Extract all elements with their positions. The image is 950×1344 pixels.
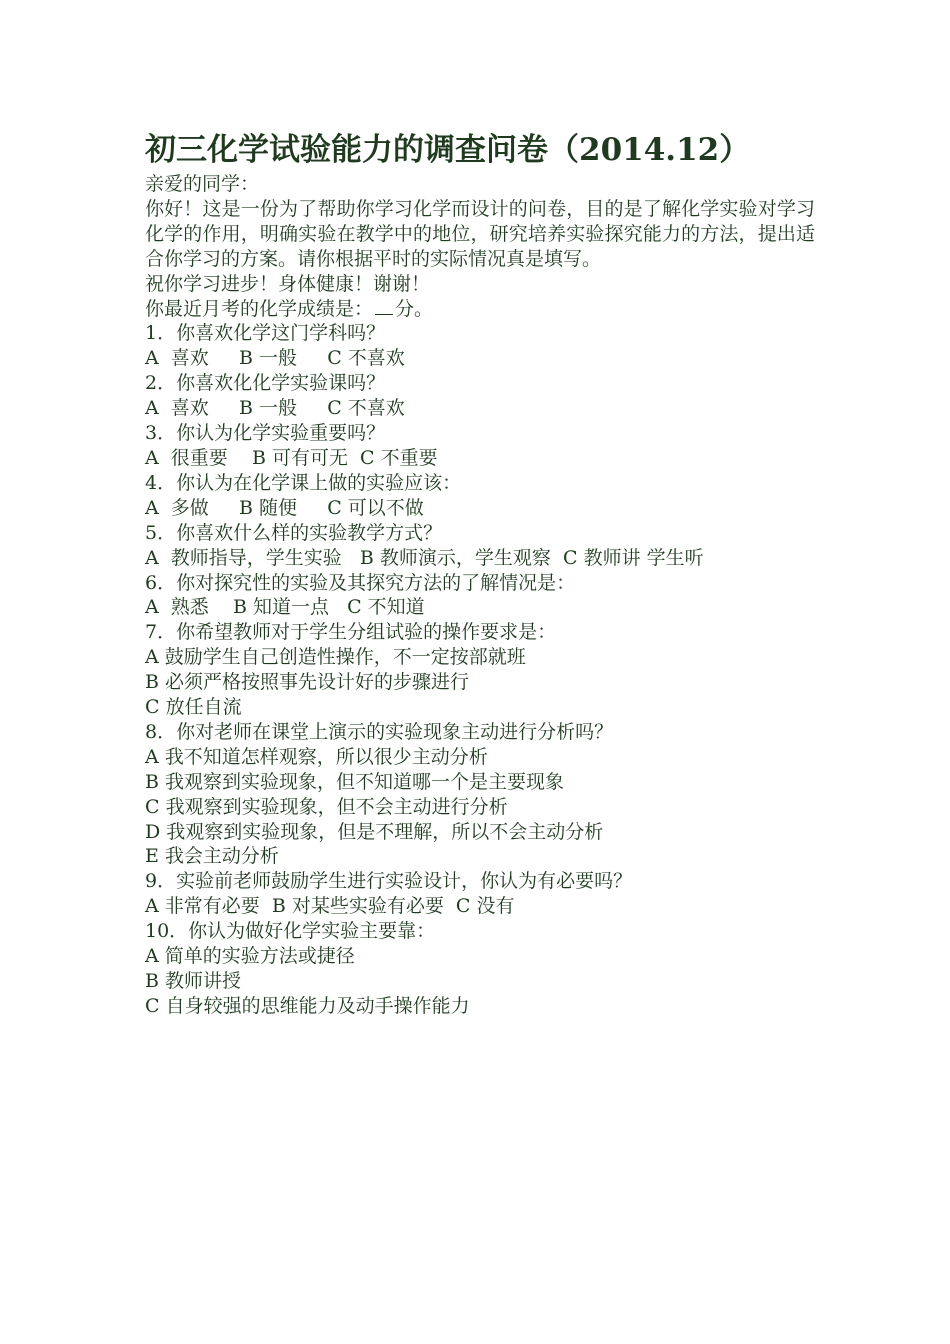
answer-option: A 简单的实验方法或捷径 bbox=[145, 945, 355, 968]
answer-option: A 熟悉 B 知道一点 C 不知道 bbox=[145, 596, 425, 619]
answer-option: B 必须严格按照事先设计好的步骤进行 bbox=[145, 671, 470, 694]
answer-option: A 我不知道怎样观察，所以很少主动分析 bbox=[145, 745, 488, 768]
question-block bbox=[145, 571, 815, 621]
question-block bbox=[145, 919, 815, 1019]
answer-option: C 自身较强的思维能力及动手操作能力 bbox=[145, 994, 470, 1017]
question-block bbox=[145, 869, 815, 919]
answer-option: B 教师讲授 bbox=[145, 970, 242, 992]
question-block bbox=[145, 720, 815, 869]
question-text: 4．你认为在化学课上做的实验应该： bbox=[145, 471, 462, 494]
answer-option: A 非常有必要 B 对某些实验有必要 C 没有 bbox=[145, 895, 515, 918]
answer-option: A 很重要 B 可有可无 C 不重要 bbox=[145, 446, 438, 469]
answer-option: A 喜欢 B 一般 C 不喜欢 bbox=[145, 347, 405, 370]
questionnaire-page bbox=[145, 128, 815, 1019]
question-block bbox=[145, 371, 815, 421]
score-prefix: 你最近月考的化学成绩是： bbox=[145, 297, 374, 320]
greeting: 亲爱的同学： bbox=[145, 173, 260, 195]
question-list bbox=[145, 321, 815, 1018]
wish-line: 祝你学习进步！身体健康！谢谢！ bbox=[145, 272, 431, 295]
intro-paragraph: 你好！这是一份为了帮助你学习化学而设计的问卷，目的是了解化学实验对学习化学的作用，明确实验在教学中的地位，研究培养实验探究能力的方法，提出适合你学习的方案。请你根据平时的实际情况真是填写。 bbox=[145, 197, 815, 270]
question-text: 3．你认为化学实验重要吗？ bbox=[145, 422, 386, 445]
page-title: 初三化学试验能力的调查问卷（2014.12） bbox=[145, 132, 751, 168]
score-blank bbox=[375, 300, 393, 315]
question-text: 9．实验前老师鼓励学生进行实验设计，你认为有必要吗？ bbox=[145, 870, 633, 893]
answer-option: B 我观察到实验现象，但不知道哪一个是主要现象 bbox=[145, 770, 565, 793]
question-block bbox=[145, 421, 815, 471]
answer-option: E 我会主动分析 bbox=[145, 845, 279, 868]
answer-option: D 我观察到实验现象，但是不理解，所以不会主动分析 bbox=[145, 820, 604, 843]
answer-option: A 喜欢 B 一般 C 不喜欢 bbox=[145, 397, 405, 420]
answer-option: A 鼓励学生自己创造性操作，不一定按部就班 bbox=[145, 646, 526, 669]
question-text: 2．你喜欢化化学实验课吗？ bbox=[145, 372, 386, 395]
question-block bbox=[145, 471, 815, 521]
question-block bbox=[145, 620, 815, 720]
document-body bbox=[145, 172, 815, 1019]
answer-option: A 教师指导，学生实验 B 教师演示，学生观察 C 教师讲 学生听 bbox=[145, 546, 704, 569]
question-text: 1．你喜欢化学这门学科吗？ bbox=[145, 322, 386, 345]
question-text: 10．你认为做好化学实验主要靠： bbox=[145, 920, 436, 943]
answer-option: C 放任自流 bbox=[145, 696, 242, 719]
question-text: 6．你对探究性的实验及其探究方法的了解情况是： bbox=[145, 571, 576, 594]
score-line bbox=[145, 297, 815, 322]
answer-option: A 多做 B 随便 C 可以不做 bbox=[145, 496, 424, 519]
score-suffix: 分。 bbox=[395, 297, 434, 320]
question-text: 7．你希望教师对于学生分组试验的操作要求是： bbox=[145, 621, 557, 644]
question-text: 8．你对老师在课堂上演示的实验现象主动进行分析吗？ bbox=[145, 720, 614, 743]
answer-option: C 我观察到实验现象，但不会主动进行分析 bbox=[145, 795, 508, 818]
question-block bbox=[145, 321, 815, 371]
question-text: 5．你喜欢什么样的实验教学方式？ bbox=[145, 521, 443, 544]
question-block bbox=[145, 521, 815, 571]
